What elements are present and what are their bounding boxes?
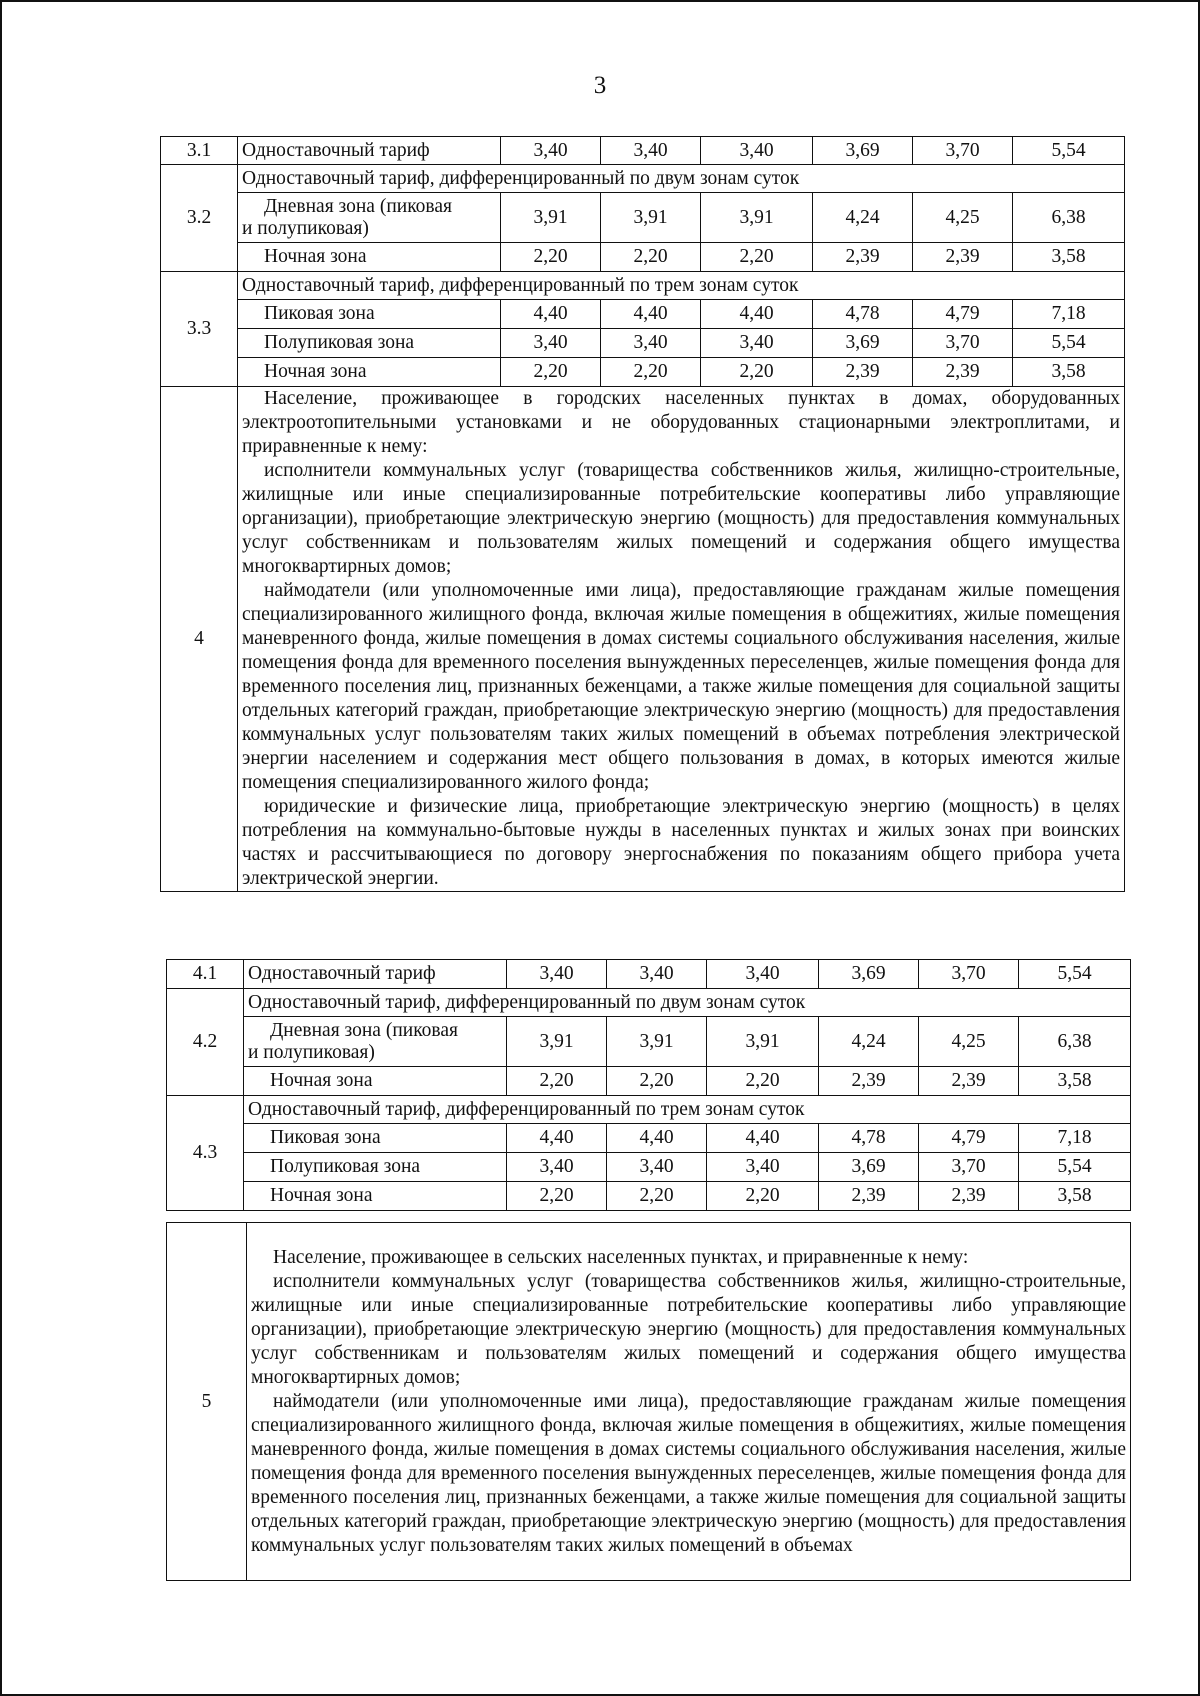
paragraph: Население, проживающее в сельских населенных пунктах, и приравненные к нему: bbox=[273, 1246, 969, 1268]
rate-cell: 4,25 bbox=[919, 1017, 1019, 1067]
table-row bbox=[161, 329, 1125, 358]
row-label: Ночная зона bbox=[238, 358, 501, 387]
table-row bbox=[167, 1017, 1131, 1067]
tariff-table-lower bbox=[166, 1222, 1131, 1581]
rate-cell: 4,79 bbox=[919, 1124, 1019, 1153]
rate-cell: 4,40 bbox=[507, 1124, 607, 1153]
rate-cell: 3,40 bbox=[507, 960, 607, 989]
rate-cell: 3,91 bbox=[607, 1017, 707, 1067]
rate-cell: 7,18 bbox=[1019, 1124, 1131, 1153]
day-zone-line1: Дневная зона (пиковая bbox=[270, 1019, 459, 1041]
rate-cell: 2,39 bbox=[913, 358, 1013, 387]
table-row bbox=[161, 193, 1125, 243]
table-row bbox=[167, 1223, 1131, 1581]
rate-cell: 5,54 bbox=[1019, 960, 1131, 989]
rate-cell: 3,40 bbox=[701, 137, 813, 165]
table-row bbox=[161, 243, 1125, 272]
rate-cell: 3,69 bbox=[813, 137, 913, 165]
rate-cell: 4,40 bbox=[607, 1124, 707, 1153]
rate-cell: 3,69 bbox=[819, 1153, 919, 1182]
rate-cell: 2,39 bbox=[919, 1067, 1019, 1096]
table-row bbox=[167, 1096, 1131, 1124]
row-label: Ночная зона bbox=[244, 1067, 507, 1096]
rate-cell: 3,40 bbox=[507, 1153, 607, 1182]
row-label: Одноставочный тариф bbox=[244, 960, 507, 989]
rate-cell: 3,70 bbox=[919, 960, 1019, 989]
rate-cell: 4,40 bbox=[707, 1124, 819, 1153]
rate-cell: 4,40 bbox=[701, 300, 813, 329]
row-label: Ночная зона bbox=[238, 243, 501, 272]
row-label bbox=[238, 193, 501, 243]
rate-cell: 5,54 bbox=[1013, 137, 1125, 165]
row-label: Полупиковая зона bbox=[244, 1153, 507, 1182]
rate-cell: 3,40 bbox=[601, 137, 701, 165]
row-label: Пиковая зона bbox=[238, 300, 501, 329]
subsection-heading: Одноставочный тариф, дифференцированный по трем зонам суток bbox=[238, 272, 1125, 300]
rate-cell: 3,69 bbox=[813, 329, 913, 358]
rate-cell: 2,20 bbox=[707, 1182, 819, 1211]
table-row bbox=[167, 1067, 1131, 1096]
rate-cell: 3,91 bbox=[701, 193, 813, 243]
rate-cell: 3,40 bbox=[607, 960, 707, 989]
rate-cell: 6,38 bbox=[1019, 1017, 1131, 1067]
consumer-description bbox=[247, 1223, 1131, 1581]
rate-cell: 2,20 bbox=[501, 358, 601, 387]
rate-cell: 4,78 bbox=[819, 1124, 919, 1153]
rate-cell: 4,79 bbox=[913, 300, 1013, 329]
rate-cell: 2,20 bbox=[707, 1067, 819, 1096]
rate-cell: 3,91 bbox=[507, 1017, 607, 1067]
table-row bbox=[161, 387, 1125, 892]
table-row bbox=[161, 272, 1125, 300]
rate-cell: 3,91 bbox=[501, 193, 601, 243]
row-label: Полупиковая зона bbox=[238, 329, 501, 358]
rate-cell: 2,39 bbox=[919, 1182, 1019, 1211]
row-number: 4 bbox=[161, 387, 238, 892]
table-row bbox=[167, 1153, 1131, 1182]
rate-cell: 3,40 bbox=[501, 137, 601, 165]
rate-cell: 3,70 bbox=[913, 137, 1013, 165]
row-label: Пиковая зона bbox=[244, 1124, 507, 1153]
rate-cell: 4,24 bbox=[813, 193, 913, 243]
table-row bbox=[167, 989, 1131, 1017]
rate-cell: 2,20 bbox=[501, 243, 601, 272]
rate-cell: 4,78 bbox=[813, 300, 913, 329]
rate-cell: 6,38 bbox=[1013, 193, 1125, 243]
rate-cell: 3,91 bbox=[707, 1017, 819, 1067]
rate-cell: 2,39 bbox=[813, 358, 913, 387]
rate-cell: 3,58 bbox=[1019, 1067, 1131, 1096]
subsection-heading: Одноставочный тариф, дифференцированный по двум зонам суток bbox=[244, 989, 1131, 1017]
rate-cell: 3,40 bbox=[601, 329, 701, 358]
day-zone-line1: Дневная зона (пиковая bbox=[264, 195, 453, 217]
rate-cell: 2,20 bbox=[701, 358, 813, 387]
rate-cell: 2,20 bbox=[507, 1067, 607, 1096]
rate-cell: 4,40 bbox=[601, 300, 701, 329]
day-zone-line2: и полупиковая) bbox=[248, 1041, 375, 1063]
rate-cell: 4,24 bbox=[819, 1017, 919, 1067]
tariff-table-upper bbox=[160, 136, 1125, 892]
paragraph: исполнители коммунальных услуг (товарищества собственников жилья, жилищно-строительные, жилищные или иные специализированные потребительские кооперативы либо управляющие организации), приобретающие электрическую энергию (мощность) для предоставления коммунальных услуг собственникам и пользователям жилых помещений и содержания общего имущества многоквартирных домов; bbox=[242, 460, 1120, 577]
rate-cell: 2,20 bbox=[507, 1182, 607, 1211]
tariff-table-middle bbox=[166, 959, 1131, 1211]
rate-cell: 3,40 bbox=[501, 329, 601, 358]
rate-cell: 3,58 bbox=[1019, 1182, 1131, 1211]
rate-cell: 5,54 bbox=[1013, 329, 1125, 358]
rate-cell: 3,40 bbox=[707, 960, 819, 989]
day-zone-line2: и полупиковая) bbox=[242, 217, 369, 239]
table-row bbox=[167, 960, 1131, 989]
table-row bbox=[167, 1124, 1131, 1153]
paragraph: Население, проживающее в городских населенных пунктах в домах, оборудованных электроотопительными установками и не оборудованных стационарными электроплитами, и приравненные к нему: bbox=[242, 388, 1120, 457]
paragraph: юридические и физические лица, приобретающие электрическую энергию (мощность) в целях потребления на коммунально-бытовые нужды в населенных пунктах и жилых зонах при воинских частях и рассчитывающиеся по договору энергоснабжения по показаниям общего прибора учета электрической энергии. bbox=[242, 796, 1120, 889]
table-row bbox=[161, 300, 1125, 329]
paragraph: исполнители коммунальных услуг (товарищества собственников жилья, жилищно-строительные, жилищные или иные специализированные потребительские кооперативы либо управляющие организации), приобретающие электрическую энергию (мощность) для предоставления коммунальных услуг собственникам и пользователям жилых помещений и содержания общего имущества многоквартирных домов; bbox=[251, 1270, 1126, 1388]
row-label bbox=[244, 1017, 507, 1067]
rate-cell: 2,20 bbox=[601, 358, 701, 387]
page-number: 3 bbox=[593, 72, 607, 99]
subsection-heading: Одноставочный тариф, дифференцированный по трем зонам суток bbox=[244, 1096, 1131, 1124]
row-number: 3.2 bbox=[161, 165, 238, 272]
rate-cell: 2,39 bbox=[913, 243, 1013, 272]
rate-cell: 2,20 bbox=[607, 1067, 707, 1096]
table-row bbox=[161, 358, 1125, 387]
row-number: 3.3 bbox=[161, 272, 238, 387]
rate-cell: 2,39 bbox=[819, 1182, 919, 1211]
consumer-description bbox=[238, 387, 1125, 892]
row-number: 3.1 bbox=[161, 137, 238, 165]
table-row bbox=[161, 165, 1125, 193]
row-label: Одноставочный тариф bbox=[238, 137, 501, 165]
rate-cell: 3,91 bbox=[601, 193, 701, 243]
rate-cell: 4,25 bbox=[913, 193, 1013, 243]
rate-cell: 3,69 bbox=[819, 960, 919, 989]
rate-cell: 2,20 bbox=[601, 243, 701, 272]
row-number: 4.1 bbox=[167, 960, 244, 989]
paragraph: наймодатели (или уполномоченные ими лица), предоставляющие гражданам жилые помещения специализированного жилищного фонда, включая жилые помещения в общежитиях, жилые помещения маневренного фонда, жилые помещения в домах системы социального обслуживания населения, жилые помещения фонда для временного поселения вынужденных переселенцев, жилые помещения фонда для временного поселения лиц, признанных беженцами, а также жилые помещения для социальной защиты отдельных категорий граждан, приобретающие электрическую энергию (мощность) для предоставления коммунальных услуг пользователям таких жилых помещений в объемах bbox=[251, 1390, 1126, 1556]
rate-cell: 3,58 bbox=[1013, 358, 1125, 387]
rate-cell: 3,58 bbox=[1013, 243, 1125, 272]
rate-cell: 3,70 bbox=[913, 329, 1013, 358]
rate-cell: 5,54 bbox=[1019, 1153, 1131, 1182]
rate-cell: 2,20 bbox=[607, 1182, 707, 1211]
rate-cell: 3,70 bbox=[919, 1153, 1019, 1182]
rate-cell: 2,39 bbox=[813, 243, 913, 272]
rate-cell: 3,40 bbox=[707, 1153, 819, 1182]
row-number: 4.2 bbox=[167, 989, 244, 1096]
rate-cell: 2,20 bbox=[701, 243, 813, 272]
row-number: 5 bbox=[167, 1223, 247, 1581]
table-row bbox=[161, 137, 1125, 165]
rate-cell: 3,40 bbox=[607, 1153, 707, 1182]
rate-cell: 7,18 bbox=[1013, 300, 1125, 329]
row-number: 4.3 bbox=[167, 1096, 244, 1211]
paragraph: наймодатели (или уполномоченные ими лица), предоставляющие гражданам жилые помещения специализированного жилищного фонда, включая жилые помещения в общежитиях, жилые помещения маневренного фонда, жилые помещения в домах системы социального обслуживания населения, жилые помещения фонда для временного поселения вынужденных переселенцев, жилые помещения фонда для временного поселения лиц, признанных беженцами, а также жилые помещения для социальной защиты отдельных категорий граждан, приобретающие электрическую энергию (мощность) для предоставления коммунальных услуг пользователям таких жилых помещений в объемах потребления электрической энергии населением и содержания мест общего пользования в домах, в которых имеются жилые помещения специализированного жилого фонда; bbox=[242, 580, 1120, 793]
rate-cell: 3,40 bbox=[701, 329, 813, 358]
subsection-heading: Одноставочный тариф, дифференцированный по двум зонам суток bbox=[238, 165, 1125, 193]
rate-cell: 2,39 bbox=[819, 1067, 919, 1096]
rate-cell: 4,40 bbox=[501, 300, 601, 329]
row-label: Ночная зона bbox=[244, 1182, 507, 1211]
table-row bbox=[167, 1182, 1131, 1211]
